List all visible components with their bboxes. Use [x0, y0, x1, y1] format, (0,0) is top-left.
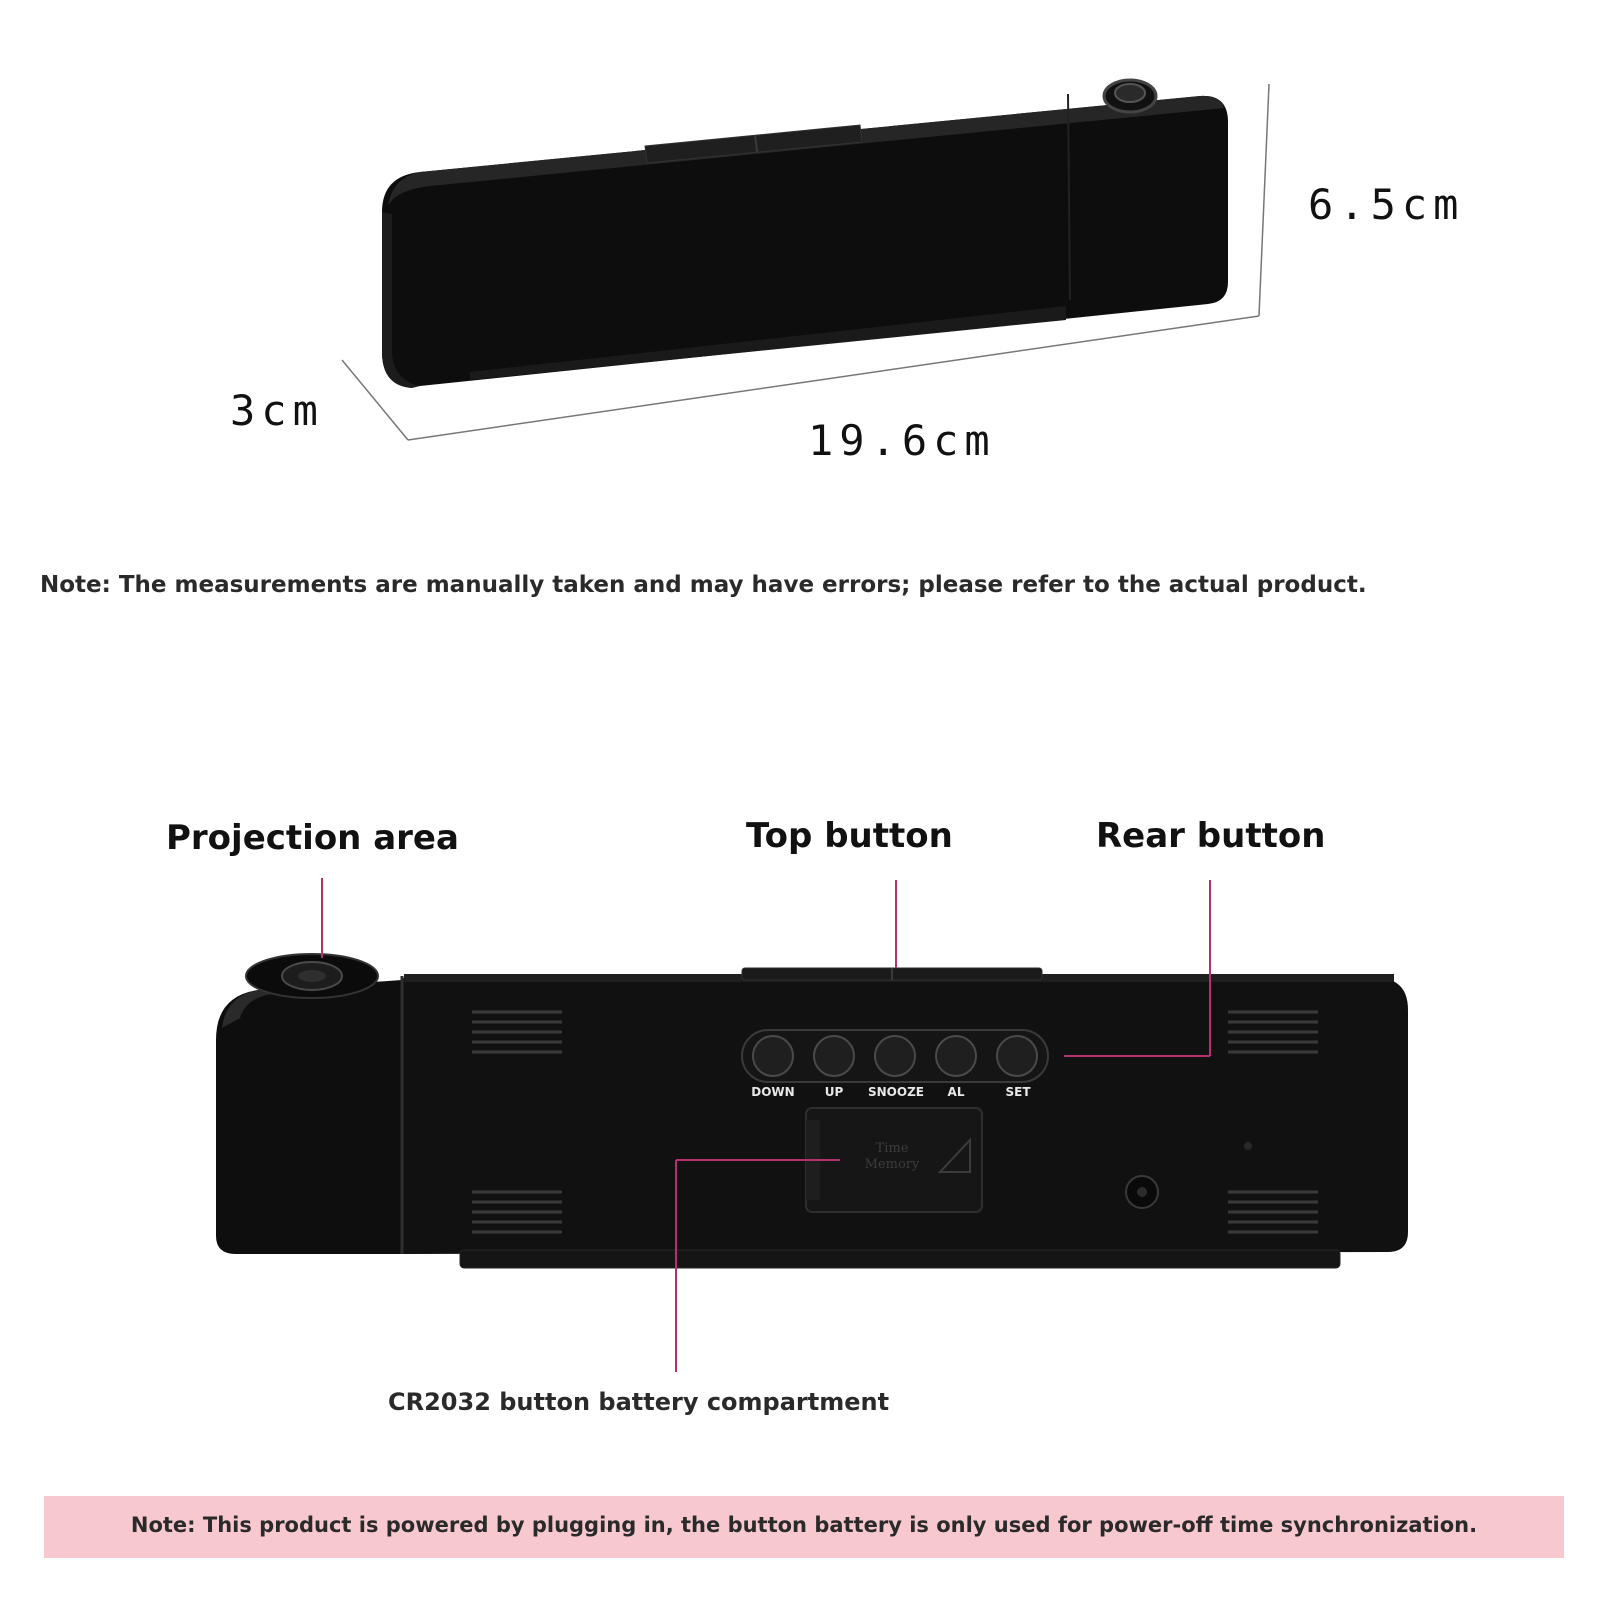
measurement-note: Note: The measurements are manually taken and may have errors; please refer to the actual product. [40, 572, 1367, 598]
rear-button-snooze[interactable] [875, 1036, 915, 1076]
rear-button-up[interactable] [814, 1036, 854, 1076]
projector-lens-icon [246, 954, 378, 998]
projection-area-label: Projection area [166, 818, 459, 858]
depth-dimension-label: 3cm [230, 386, 324, 435]
rear-button-label: SET [1005, 1085, 1031, 1099]
width-dimension-label: 19.6cm [808, 416, 996, 465]
battery-cover-text: Memory [864, 1157, 920, 1172]
rear-button-down[interactable] [753, 1036, 793, 1076]
device-top-view [382, 80, 1228, 388]
battery-compartment-label: CR2032 button battery compartment [388, 1388, 890, 1416]
device-rear-view [216, 954, 1408, 1268]
projector-lens-icon [1104, 80, 1156, 112]
power-note-text: Note: This product is powered by plugging in, the button battery is only used for power-off time synchronization. [130, 1513, 1478, 1537]
height-dimension-label: 6.5cm [1308, 180, 1465, 229]
rear-button-label-callout: Rear button [1096, 816, 1326, 856]
top-button-label: Top button [746, 816, 953, 856]
battery-cover-text: Time [875, 1141, 909, 1156]
rear-button-label: AL [947, 1085, 965, 1099]
power-jack-icon [1126, 1176, 1158, 1208]
rear-button-label: DOWN [751, 1085, 795, 1099]
rear-button-label: UP [824, 1085, 844, 1099]
power-note-banner [44, 1496, 1564, 1558]
reset-hole [1244, 1142, 1252, 1150]
rear-button-label: SNOOZE [868, 1085, 924, 1099]
rear-button-set[interactable] [997, 1036, 1037, 1076]
rear-button-al[interactable] [936, 1036, 976, 1076]
